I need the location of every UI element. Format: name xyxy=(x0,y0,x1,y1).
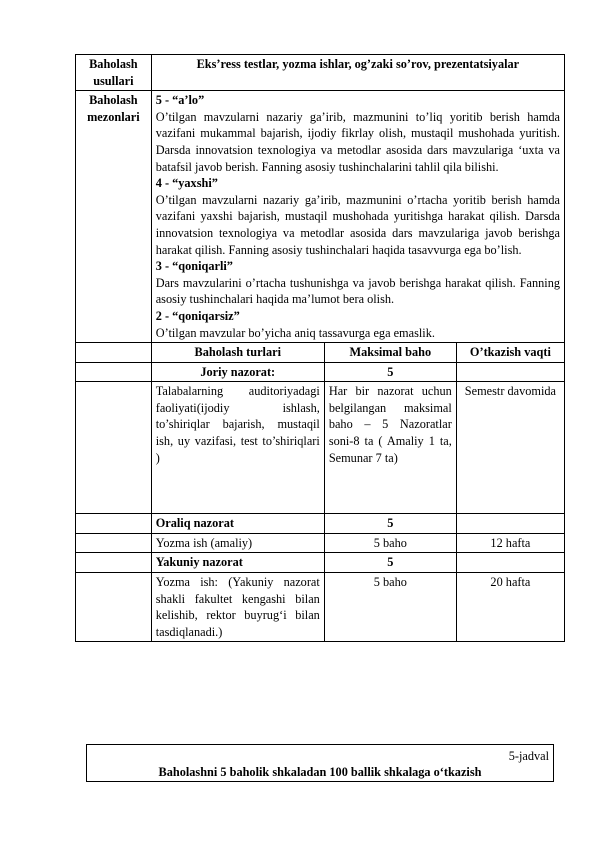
empty-cell xyxy=(456,514,564,534)
empty-cell xyxy=(76,514,152,534)
header-row xyxy=(76,343,565,363)
table5-title: Baholashni 5 baholik shkaladan 100 ballik shkalaga o‘tkazish xyxy=(158,765,482,779)
midterm-title: Oraliq nazorat xyxy=(151,514,324,534)
empty-cell xyxy=(76,573,152,642)
methods-row xyxy=(76,55,565,91)
grade-3-text: Dars mavzularini o’rtacha tushunishga va javob berishga harakat qilish. Fanning asosiy tushinchalari haqida ma’lumot bera olish. xyxy=(155,275,560,307)
final-score: 5 xyxy=(324,553,456,573)
grade-3-title: 3 - “qoniqarli” xyxy=(155,259,233,274)
midterm-detail-row xyxy=(76,533,565,553)
empty-cell xyxy=(76,362,152,382)
grade-4-title: 4 - “yaxshi” xyxy=(155,176,218,191)
table5-caption-box xyxy=(86,744,554,782)
grade-2-title: 2 - “qoniqarsiz” xyxy=(155,308,240,323)
midterm-max: 5 baho xyxy=(324,533,456,553)
grade-5-title: 5 - “a’lo” xyxy=(155,93,205,108)
midterm-score: 5 xyxy=(324,514,456,534)
final-time: 20 hafta xyxy=(456,573,564,642)
header-max: Maksimal baho xyxy=(324,343,456,363)
empty-cell xyxy=(76,533,152,553)
grade-5-text: O’tilgan mavzularni nazariy ga’irib, mazmunini to’liq yoritib berish hamda vazifani mukammal bajarish, ijodiy fikrlay olish, mustaqil mushohada yuritish. Darsda innovatsion texnologiya va metodlar asosida dars mavzulariga ‘uxta va batafsil javob berish. Fanning asosiy tushinchalarini tahlil qila bilishi. xyxy=(155,109,560,174)
empty-cell xyxy=(76,553,152,573)
current-title: Joriy nazorat: xyxy=(151,362,324,382)
methods-label: Baholash usullari xyxy=(76,55,152,91)
empty-cell xyxy=(456,553,564,573)
assessment-table xyxy=(75,54,565,642)
grade-4-text: O’tilgan mavzularni nazariy ga’irib, mazmunini o’rtacha yoritib berish hamda vazifani yaxshi bajarish, mustaqil mushohada yuritishga harakat qilish. Darsda innovatsion texnologiya va metodlar asosida dars mavzulariga javob berishga harakat qilish. Fanning asosiy tushinchalari haqida tasavvurga ega bo’lish. xyxy=(155,192,560,257)
header-time: O’tkazish vaqti xyxy=(456,343,564,363)
table5-number: 5-jadval xyxy=(508,749,549,763)
current-detail-row xyxy=(76,382,565,514)
grade-2-text: O’tilgan mavzular bo’yicha aniq tassavurga ega emaslik. xyxy=(155,325,435,340)
midterm-title-row xyxy=(76,514,565,534)
methods-value: Eks’ress testlar, yozma ishlar, og’zaki so’rov, prezentatsiyalar xyxy=(151,55,564,91)
current-title-row xyxy=(76,362,565,382)
current-max-desc: Har bir nazorat uchun belgilangan maksimal baho – 5 Nazoratlar soni-8 ta ( Amaliy 1 ta, Semunar 7 ta) xyxy=(324,382,456,514)
criteria-content xyxy=(151,91,564,343)
table5-caption xyxy=(87,745,554,782)
final-desc: Yozma ish: (Yakuniy nazorat shakli fakultet kengashi bilan kelishib, rektor buyrug‘i bilan tasdiqlanadi.) xyxy=(151,573,324,642)
criteria-label: Baholash mezonlari xyxy=(76,91,152,343)
current-time: Semestr davomida xyxy=(456,382,564,514)
current-score: 5 xyxy=(324,362,456,382)
empty-cell xyxy=(456,362,564,382)
empty-cell xyxy=(76,343,152,363)
criteria-row xyxy=(76,91,565,343)
final-max: 5 baho xyxy=(324,573,456,642)
midterm-time: 12 hafta xyxy=(456,533,564,553)
final-detail-row xyxy=(76,573,565,642)
final-title-row xyxy=(76,553,565,573)
header-type: Baholash turlari xyxy=(151,343,324,363)
empty-cell xyxy=(76,382,152,514)
midterm-desc: Yozma ish (amaliy) xyxy=(151,533,324,553)
final-title: Yakuniy nazorat xyxy=(151,553,324,573)
current-desc: Talabalarning auditoriyadagi faoliyati(ijodiy ishlash, to’shiriqlar bajarish, mustaqil ish, uy vazifasi, test to’shiriqlari ) xyxy=(151,382,324,514)
